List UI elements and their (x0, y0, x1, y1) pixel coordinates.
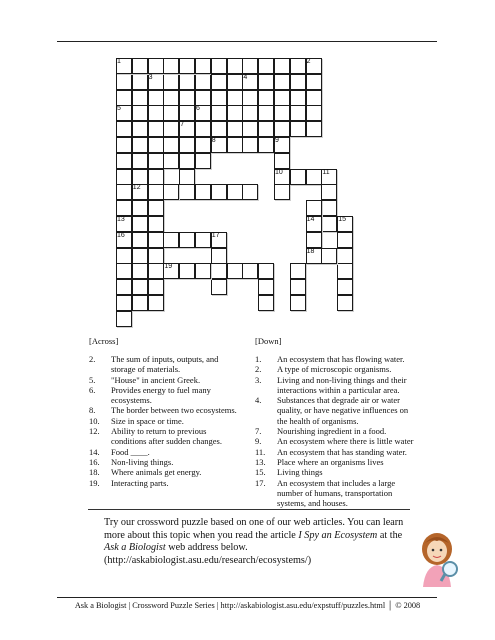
clue-text: Where animals get energy. (111, 467, 202, 478)
crossword-cell[interactable] (195, 121, 211, 137)
down-clue (255, 364, 415, 374)
clue-text: Living things (277, 467, 323, 478)
crossword-cell[interactable] (337, 263, 353, 279)
crossword-cell[interactable] (163, 232, 179, 248)
crossword-cell[interactable] (132, 58, 148, 74)
crossword-cell[interactable] (132, 90, 148, 106)
crossword-cell[interactable] (179, 263, 195, 279)
crossword-cell[interactable] (179, 90, 195, 106)
crossword-cell[interactable] (211, 279, 227, 295)
crossword-cell[interactable] (290, 90, 306, 106)
promo-text: Try our crossword puzzle based on one of our web articles. You can learn more about this topic when you read the article I Spy an Ecosystem at the Ask a Biologist web address below. (http://askabiologist.asu.edu/research/ecosystems/) (104, 517, 404, 566)
across-clue (89, 426, 239, 447)
crossword-cell[interactable] (132, 137, 148, 153)
crossword-cell[interactable] (116, 74, 132, 90)
across-clue (89, 447, 239, 457)
clue-number: 3 (148, 73, 153, 81)
crossword-cell[interactable] (116, 121, 132, 137)
crossword-cell[interactable] (116, 90, 132, 106)
crossword-cell[interactable] (148, 121, 164, 137)
clue-number: 17 (211, 231, 220, 239)
clue-text: The border between two ecosystems. (111, 405, 237, 416)
crossword-cell[interactable] (337, 295, 353, 311)
crossword-cell[interactable] (290, 121, 306, 137)
clue-number: 9 (275, 137, 279, 144)
crossword-cell[interactable] (242, 184, 258, 200)
down-clue (255, 467, 415, 477)
crossword-cell[interactable] (290, 279, 306, 295)
crossword-cell[interactable] (306, 121, 322, 137)
crossword-cell[interactable] (148, 105, 164, 121)
clue-number: 12 (132, 184, 141, 192)
crossword-cell[interactable] (116, 153, 132, 169)
across-clue-list (89, 354, 239, 488)
clue-text: Provides energy to fuel many ecosystems. (111, 384, 211, 406)
crossword-cell[interactable] (163, 105, 179, 121)
crossword-cell[interactable] (227, 184, 243, 200)
across-clue (89, 416, 239, 426)
across-clue (89, 405, 239, 415)
clue-text: Nourishing ingredient in a food. (277, 426, 387, 437)
clue-text: An ecosystem that has standing water. (277, 446, 407, 457)
crossword-cell[interactable] (132, 200, 148, 216)
crossword-cell[interactable] (116, 311, 132, 327)
clue-text: Living and non-living things and their interactions within a particular area. (277, 374, 407, 395)
clue-num: 1. (255, 354, 262, 364)
crossword-cell[interactable] (211, 263, 227, 279)
crossword-cell[interactable] (258, 90, 274, 106)
crossword-cell[interactable] (290, 263, 306, 279)
crossword-cell[interactable] (163, 58, 179, 74)
clue-text: The sum of inputs, outputs, and storage of materials. (111, 354, 219, 375)
crossword-cell[interactable] (321, 248, 337, 264)
crossword-cell[interactable] (227, 74, 243, 90)
clue-number: 15 (338, 216, 346, 223)
clue-text: "House" in ancient Greek. (111, 374, 201, 385)
crossword-cell[interactable] (195, 58, 211, 74)
crossword-cell[interactable] (116, 184, 132, 200)
crossword-cell[interactable] (274, 153, 290, 169)
crossword-cell[interactable] (211, 74, 227, 90)
clue-number: 19 (164, 263, 173, 271)
crossword-cell[interactable] (242, 90, 258, 106)
article-url[interactable]: (http://askabiologist.asu.edu/research/ecosystems/) (104, 554, 312, 566)
crossword-cell[interactable] (227, 58, 243, 74)
crossword-cell[interactable] (211, 105, 227, 121)
crossword-cell[interactable] (148, 232, 164, 248)
across-clue (89, 375, 239, 385)
clue-text: An ecosystem that has flowing water. (277, 354, 405, 364)
down-clue (255, 478, 415, 509)
across-clue (89, 478, 239, 488)
crossword-cell[interactable] (116, 279, 132, 295)
crossword-cell[interactable] (179, 74, 195, 90)
crossword-cell[interactable] (274, 105, 290, 121)
crossword-cell[interactable] (148, 58, 164, 74)
crossword-cell[interactable] (179, 169, 195, 185)
clue-text: A type of microscopic organisms. (277, 364, 392, 375)
clue-num: 10. (89, 415, 100, 426)
crossword-cell[interactable] (211, 184, 227, 200)
crossword-cell[interactable] (195, 137, 211, 153)
clue-text: Ability to return to previous conditions after sudden changes. (111, 426, 222, 447)
clue-text: Size in space or time. (111, 415, 184, 426)
crossword-cell[interactable] (258, 58, 274, 74)
crossword-cell[interactable] (290, 74, 306, 90)
article-title[interactable]: I Spy an Ecosystem (298, 529, 378, 541)
crossword-cell[interactable] (148, 90, 164, 106)
down-clue (255, 457, 415, 467)
clue-number: 1 (117, 58, 121, 65)
crossword-cell[interactable] (116, 295, 132, 311)
crossword-cell[interactable] (321, 184, 337, 200)
crossword-cell[interactable] (306, 105, 322, 121)
crossword-cell[interactable] (242, 58, 258, 74)
down-clue (255, 375, 415, 396)
magnifying-glass-girl-icon (417, 529, 461, 587)
crossword-cell[interactable] (163, 153, 179, 169)
crossword-cell[interactable] (211, 90, 227, 106)
across-clue (89, 457, 239, 467)
crossword-cell[interactable] (242, 263, 258, 279)
crossword-cell[interactable] (290, 58, 306, 74)
crossword-cell[interactable] (242, 105, 258, 121)
clue-number: 7 (180, 121, 185, 129)
crossword-cell[interactable] (290, 295, 306, 311)
crossword-cell[interactable] (290, 105, 306, 121)
crossword-cell[interactable] (321, 216, 337, 232)
crossword-cell[interactable] (274, 74, 290, 90)
crossword-cell[interactable] (132, 121, 148, 137)
clue-num: 13. (255, 456, 266, 467)
crossword-cell[interactable] (132, 216, 148, 232)
crossword-cell[interactable] (179, 105, 195, 121)
crossword-cell[interactable] (163, 74, 179, 90)
clue-number: 18 (306, 247, 315, 255)
clue-num: 5. (89, 374, 96, 385)
clue-num: 2. (255, 364, 262, 375)
crossword-cell[interactable] (211, 58, 227, 74)
clue-num: 17. (255, 477, 266, 488)
site-name: Ask a Biologist (104, 542, 166, 554)
crossword-cell[interactable] (258, 105, 274, 121)
crossword-cell[interactable] (116, 169, 132, 185)
crossword-cell[interactable] (242, 121, 258, 137)
down-clue (255, 354, 415, 364)
clue-num: 12. (89, 426, 100, 437)
crossword-cell[interactable] (337, 232, 353, 248)
crossword-cell[interactable] (163, 137, 179, 153)
crossword-cell[interactable] (132, 74, 148, 90)
clue-num: 18. (89, 467, 100, 478)
crossword-cell[interactable] (258, 263, 274, 279)
clue-num: 8. (89, 405, 96, 416)
crossword-cell[interactable] (116, 248, 132, 264)
crossword-cell[interactable] (132, 279, 148, 295)
clue-text: Place where an organisms lives (277, 456, 384, 467)
crossword-cell[interactable] (148, 279, 164, 295)
crossword-cell[interactable] (179, 184, 195, 200)
down-clue (255, 395, 415, 426)
down-clue (255, 436, 415, 446)
across-clue (89, 467, 239, 477)
clue-number: 14 (306, 216, 315, 223)
crossword-cell[interactable] (132, 263, 148, 279)
crossword-cell[interactable] (227, 90, 243, 106)
clue-num: 7. (255, 426, 262, 437)
crossword-cell[interactable] (321, 200, 337, 216)
crossword-cell[interactable] (132, 232, 148, 248)
crossword-cell[interactable] (116, 263, 132, 279)
clue-num: 2. (89, 354, 96, 364)
clue-num: 6. (89, 384, 96, 395)
clue-number: 13 (117, 216, 125, 223)
crossword-cell[interactable] (337, 248, 353, 264)
crossword-cell[interactable] (227, 137, 243, 153)
clue-number: 10 (275, 168, 283, 176)
crossword-cell[interactable] (195, 232, 211, 248)
crossword-cell[interactable] (132, 153, 148, 169)
crossword-cell[interactable] (132, 295, 148, 311)
down-clue (255, 447, 415, 457)
crossword-cell[interactable] (211, 121, 227, 137)
crossword-cell[interactable] (211, 248, 227, 264)
crossword-cell[interactable] (306, 90, 322, 106)
clue-text: Non-living things. (111, 456, 174, 467)
clue-text: Interacting parts. (111, 477, 169, 488)
clue-num: 4. (255, 395, 262, 406)
crossword-cell[interactable] (274, 121, 290, 137)
crossword-cell[interactable] (227, 105, 243, 121)
crossword-cell[interactable] (148, 200, 164, 216)
crossword-cell[interactable] (195, 263, 211, 279)
crossword-cell[interactable] (132, 248, 148, 264)
clue-text: An ecosystem that includes a large number of humans, transportation systems, and houses. (277, 477, 396, 509)
crossword-cell[interactable] (258, 74, 274, 90)
clue-number: 16 (117, 231, 125, 239)
crossword-cell[interactable] (148, 153, 164, 169)
crossword-cell[interactable] (148, 184, 164, 200)
down-clue (255, 426, 415, 436)
crossword-cell[interactable] (116, 137, 132, 153)
clue-number: 8 (211, 137, 216, 144)
clue-num: 15. (255, 467, 266, 478)
crossword-cell[interactable] (116, 200, 132, 216)
clue-number: 2 (306, 58, 311, 65)
crossword-cell[interactable] (132, 105, 148, 121)
crossword-cell[interactable] (148, 263, 164, 279)
crossword-cell[interactable] (258, 295, 274, 311)
clue-num: 9. (255, 436, 262, 447)
crossword-cell[interactable] (337, 279, 353, 295)
crossword-cell[interactable] (148, 248, 164, 264)
crossword-cell[interactable] (148, 137, 164, 153)
clue-text: Substances that degrade air or water quality, or have negative influences on the health of organisms. (277, 395, 409, 426)
footer: Ask a Biologist | Crossword Puzzle Series | http://askabiologist.asu.edu/expstuff/puzzles.html │ © 2008 (74, 601, 421, 610)
crossword-cell[interactable] (195, 184, 211, 200)
clue-num: 14. (89, 446, 100, 457)
crossword-cell[interactable] (242, 137, 258, 153)
crossword-cell[interactable] (148, 295, 164, 311)
crossword-cell[interactable] (290, 169, 306, 185)
crossword-cell[interactable] (306, 200, 322, 216)
crossword-cell[interactable] (195, 74, 211, 90)
crossword-cell[interactable] (258, 137, 274, 153)
crossword-cell[interactable] (179, 232, 195, 248)
crossword-cell[interactable] (274, 90, 290, 106)
crossword-cell[interactable] (163, 121, 179, 137)
clue-number: 5 (117, 105, 121, 113)
crossword-cell[interactable] (179, 137, 195, 153)
footer-rule (57, 597, 437, 598)
down-heading: [Down] (255, 336, 282, 346)
clue-num: 11. (255, 446, 266, 457)
down-clue-list (255, 354, 415, 508)
clue-num: 3. (255, 374, 262, 385)
crossword-cell[interactable] (148, 216, 164, 232)
crossword-cell[interactable] (179, 58, 195, 74)
crossword-cell[interactable] (227, 263, 243, 279)
clue-text: Food ____. (111, 446, 150, 457)
clue-number: 6 (196, 105, 200, 113)
crossword-cell[interactable] (258, 121, 274, 137)
crossword-cell[interactable] (274, 58, 290, 74)
clue-num: 19. (89, 477, 100, 488)
crossword-cell[interactable] (306, 169, 322, 185)
crossword-cell[interactable] (179, 153, 195, 169)
crossword-cell[interactable] (132, 169, 148, 185)
crossword-cell[interactable] (195, 90, 211, 106)
clue-num: 16. (89, 456, 100, 467)
across-heading: [Across] (89, 336, 119, 346)
crossword-cell[interactable] (163, 90, 179, 106)
across-clue (89, 385, 239, 406)
clue-number: 11 (322, 168, 330, 176)
clue-text: An ecosystem where there is little water (277, 436, 414, 447)
across-clue (89, 354, 239, 375)
crossword-cell[interactable] (227, 121, 243, 137)
crossword-cell[interactable] (306, 74, 322, 90)
crossword-cell[interactable] (148, 169, 164, 185)
crossword-cell[interactable] (163, 184, 179, 200)
divider-rule (88, 509, 410, 510)
crossword-cell[interactable] (306, 232, 322, 248)
crossword-cell[interactable] (274, 184, 290, 200)
crossword-cell[interactable] (195, 153, 211, 169)
crossword-cell[interactable] (258, 279, 274, 295)
clue-number: 4 (243, 73, 248, 81)
